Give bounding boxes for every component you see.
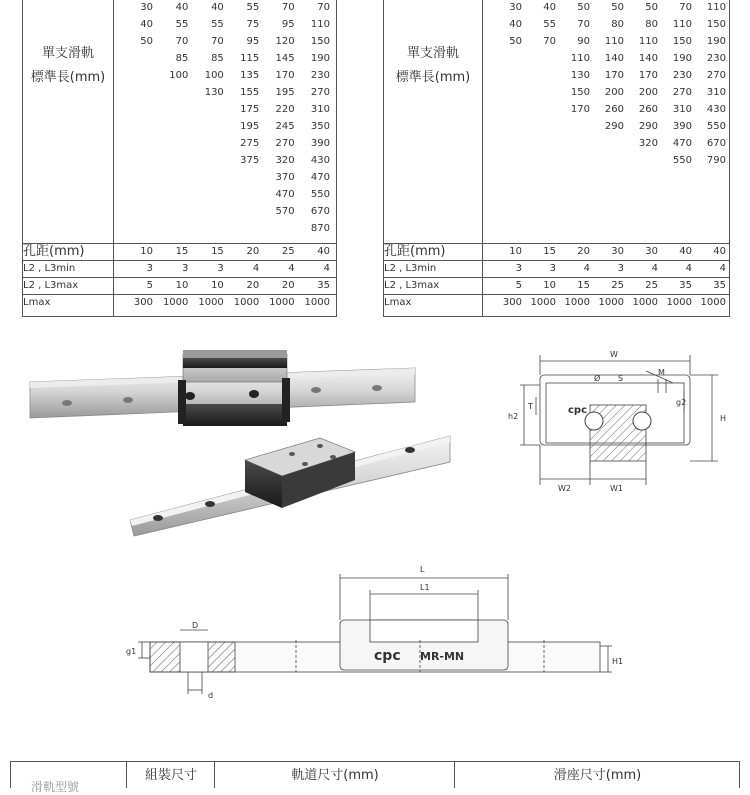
spec-value: 15 [211, 246, 224, 257]
spec-value: 35 [679, 280, 692, 291]
length-value: 110 [310, 19, 330, 30]
length-value: 80 [611, 19, 624, 30]
length-value: 275 [240, 138, 260, 149]
spec-value: 15 [543, 246, 556, 257]
spec-value: 5 [515, 280, 522, 291]
length-value: 55 [211, 19, 224, 30]
length-value: 70 [543, 36, 556, 47]
length-value: 50 [611, 2, 624, 13]
length-value: 390 [672, 121, 692, 132]
spec-value: 3 [146, 263, 153, 274]
length-value: 70 [175, 36, 189, 47]
spec-value: 30 [611, 246, 624, 257]
length-value: 155 [240, 87, 260, 98]
length-value: 90 [577, 36, 590, 47]
spec-value: 40 [317, 246, 330, 257]
length-value: 790 [706, 155, 726, 166]
length-value: 670 [310, 206, 330, 217]
length-value: 190 [672, 53, 692, 64]
spec-value: 1000 [700, 297, 726, 308]
length-value: 80 [645, 19, 658, 30]
spec-row-label: L2 , L3min [23, 263, 76, 274]
spec-value: 20 [246, 280, 260, 291]
length-value: 270 [310, 87, 330, 98]
length-value: 30 [140, 2, 153, 13]
spec-row-label: Lmax [384, 297, 412, 308]
rail-dim-header: 軌道尺寸(mm) [214, 762, 455, 788]
ball-icon [633, 412, 651, 430]
dim-phi: Ø [594, 374, 601, 383]
dim-W: W [610, 350, 618, 359]
length-value: 550 [706, 121, 726, 132]
dim-T: T [528, 402, 533, 411]
spec-value: 4 [252, 263, 260, 274]
spec-row-label: L2 , L3max [384, 280, 440, 291]
dim-W1: W1 [610, 484, 623, 493]
spec-value: 1000 [666, 297, 692, 308]
rail-length-table-right [383, 0, 730, 317]
length-value: 260 [638, 104, 658, 115]
length-value: 230 [706, 53, 726, 64]
length-value: 190 [310, 53, 330, 64]
length-value: 50 [140, 36, 153, 47]
dim-M: M [658, 368, 665, 377]
length-value: 110 [638, 36, 658, 47]
length-value: 70 [679, 2, 692, 13]
spec-value: 10 [543, 280, 556, 291]
dim-S: S [618, 374, 624, 383]
spec-value: 20 [246, 246, 260, 257]
length-value: 370 [275, 172, 295, 183]
length-value: 100 [169, 70, 189, 81]
spec-value: 4 [685, 263, 692, 274]
side-view-drawing [120, 560, 625, 720]
length-value: 430 [706, 104, 726, 115]
spec-value: 3 [217, 263, 224, 274]
spec-value: 3 [515, 263, 522, 274]
spec-value: 20 [577, 246, 590, 257]
length-value: 150 [672, 36, 692, 47]
spec-value: 300 [133, 297, 153, 308]
length-value: 190 [706, 36, 726, 47]
length-value: 140 [638, 53, 658, 64]
spec-value: 1000 [269, 297, 295, 308]
spec-value: 25 [281, 246, 295, 257]
length-value: 100 [204, 70, 224, 81]
length-value: 230 [672, 70, 692, 81]
spec-value: 10 [140, 246, 153, 257]
length-value: 40 [140, 19, 153, 30]
length-value: 570 [275, 206, 295, 217]
length-value: 110 [604, 36, 624, 47]
length-value: 70 [281, 2, 295, 13]
length-value: 270 [706, 70, 726, 81]
length-value: 260 [604, 104, 624, 115]
length-value: 40 [175, 2, 189, 13]
length-value: 150 [310, 36, 330, 47]
length-value: 310 [672, 104, 692, 115]
spec-value: 4 [288, 263, 295, 274]
length-value: 430 [310, 155, 330, 166]
spec-value: 15 [577, 280, 590, 291]
spec-value: 15 [175, 246, 189, 257]
spec-value: 35 [713, 280, 726, 291]
length-value: 470 [672, 138, 692, 149]
spec-row-label: L2 , L3min [384, 263, 437, 274]
length-value: 670 [706, 138, 726, 149]
spec-value: 1000 [233, 297, 260, 308]
spec-value: 10 [175, 280, 189, 291]
dim-H: H [720, 414, 727, 423]
dim-D: D [192, 621, 199, 630]
length-value: 150 [706, 19, 726, 30]
dim-g2: g2 [676, 398, 687, 407]
length-value: 175 [240, 104, 260, 115]
spec-value: 10 [509, 246, 522, 257]
spec-value: 1000 [564, 297, 590, 308]
length-value: 170 [275, 70, 295, 81]
standard-length-label: 單支滑軌 標準長(mm) [395, 46, 471, 85]
length-value: 375 [240, 155, 260, 166]
length-value: 55 [543, 19, 556, 30]
length-value: 40 [543, 2, 556, 13]
length-value: 200 [604, 87, 624, 98]
length-value: 130 [570, 70, 590, 81]
length-value: 140 [604, 53, 624, 64]
spec-value: 40 [713, 246, 726, 257]
length-value: 245 [275, 121, 295, 132]
spec-value: 4 [651, 263, 658, 274]
length-value: 75 [246, 19, 260, 30]
length-value: 85 [175, 53, 189, 64]
assembly-header: 組裝尺寸 [126, 762, 215, 788]
length-value: 195 [275, 87, 295, 98]
length-value: 95 [246, 36, 260, 47]
length-value: 270 [672, 87, 692, 98]
dim-W2: W2 [558, 484, 571, 493]
length-value: 200 [638, 87, 658, 98]
spec-value: 25 [645, 280, 658, 291]
length-value: 110 [570, 53, 590, 64]
spec-value: 3 [549, 263, 556, 274]
length-value: 110 [706, 2, 726, 13]
length-value: 350 [310, 121, 330, 132]
length-value: 40 [211, 2, 224, 13]
length-value: 135 [240, 70, 260, 81]
length-value: 390 [310, 138, 330, 149]
spec-value: 3 [182, 263, 189, 274]
length-value: 40 [509, 19, 522, 30]
brand-logo: cpc [374, 648, 401, 664]
length-value: 230 [310, 70, 330, 81]
length-value: 150 [570, 87, 590, 98]
length-value: 70 [317, 2, 330, 13]
length-value: 320 [638, 138, 658, 149]
brand-logo: cpc [568, 405, 588, 416]
dim-L: L [420, 565, 425, 574]
model-label: MR-MN [420, 650, 465, 663]
spec-value: 1000 [304, 297, 330, 308]
length-value: 270 [275, 138, 295, 149]
length-value: 470 [275, 189, 295, 200]
next-table-header [10, 761, 740, 794]
cross-section-drawing [498, 345, 738, 495]
spec-value: 40 [679, 246, 692, 257]
length-value: 85 [211, 53, 224, 64]
length-value: 110 [672, 19, 692, 30]
spec-value: 35 [317, 280, 330, 291]
dim-d: d [208, 691, 214, 700]
spec-value: 1000 [198, 297, 224, 308]
length-value: 55 [246, 2, 260, 13]
length-value: 870 [310, 223, 330, 234]
length-value: 550 [672, 155, 692, 166]
spec-row-label: 孔距(mm) [23, 244, 85, 259]
length-value: 120 [275, 36, 295, 47]
dim-L1: L1 [420, 583, 430, 592]
dim-h2: h2 [508, 412, 519, 421]
model-header: 滑軌型號 [31, 780, 80, 794]
standard-length-label: 單支滑軌 標準長(mm) [30, 46, 106, 85]
spec-value: 4 [719, 263, 726, 274]
length-value: 195 [240, 121, 260, 132]
spec-value: 20 [281, 280, 295, 291]
length-value: 70 [211, 36, 224, 47]
length-value: 50 [509, 36, 522, 47]
length-value: 170 [570, 104, 590, 115]
length-value: 130 [204, 87, 224, 98]
length-value: 320 [275, 155, 295, 166]
spec-value: 10 [211, 280, 224, 291]
length-value: 50 [645, 2, 658, 13]
dim-g1: g1 [126, 647, 137, 656]
spec-value: 1000 [632, 297, 658, 308]
spec-value: 4 [323, 263, 330, 274]
length-value: 70 [577, 19, 590, 30]
length-value: 310 [706, 87, 726, 98]
spec-row-label: 孔距(mm) [384, 244, 446, 259]
length-value: 170 [638, 70, 658, 81]
spec-value: 4 [583, 263, 590, 274]
length-value: 290 [638, 121, 658, 132]
spec-row-label: L2 , L3max [23, 280, 79, 291]
length-value: 50 [577, 2, 590, 13]
spec-value: 1000 [530, 297, 556, 308]
spec-row-label: Lmax [23, 297, 51, 308]
length-value: 95 [281, 19, 295, 30]
spec-value: 1000 [598, 297, 624, 308]
spec-value: 5 [146, 280, 153, 291]
length-value: 115 [240, 53, 260, 64]
length-value: 290 [604, 121, 624, 132]
length-value: 30 [509, 2, 522, 13]
dim-H1: H1 [612, 657, 624, 666]
lower-carriage-block [245, 438, 355, 508]
spec-value: 30 [645, 246, 658, 257]
spec-value: 3 [617, 263, 624, 274]
length-value: 170 [604, 70, 624, 81]
length-value: 220 [275, 104, 295, 115]
spec-value: 1000 [162, 297, 189, 308]
length-value: 55 [175, 19, 189, 30]
product-photo [20, 340, 460, 540]
spec-value: 300 [502, 297, 522, 308]
length-value: 550 [310, 189, 330, 200]
ball-icon [585, 412, 603, 430]
rail-length-table-left [22, 0, 337, 317]
length-value: 470 [310, 172, 330, 183]
spec-value: 25 [611, 280, 624, 291]
length-value: 145 [275, 53, 295, 64]
block-dim-header: 滑座尺寸(mm) [454, 762, 740, 788]
length-value: 310 [310, 104, 330, 115]
